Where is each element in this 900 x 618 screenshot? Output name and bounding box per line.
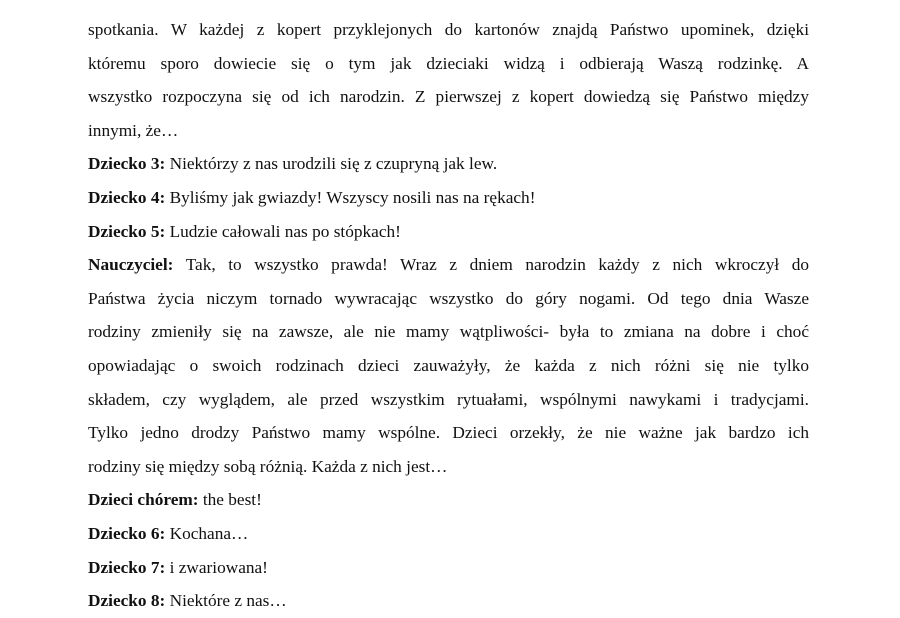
dialogue-text: Niektórzy z nas urodzili się z czupryną jak lew.	[165, 154, 498, 174]
text-line: innymi, że…	[88, 120, 179, 140]
speaker: Nauczyciel:	[88, 255, 174, 275]
text-line: któremu sporo dowiecie się o tym jak dzieciaki widzą i odbierają Waszą rodzinkę. A	[88, 53, 809, 73]
text-line: Państwa życia niczym tornado wywracając wszystko do góry nogami. Od tego dnia Wasze	[88, 288, 809, 308]
dialogue-text: the best!	[198, 490, 262, 510]
speaker: Dziecko 3:	[88, 154, 166, 174]
speaker: Dziecko 8:	[88, 591, 166, 611]
dialogue-line	[88, 584, 809, 618]
dialogue-text: i zwariowana!	[165, 557, 268, 577]
dialogue-text: Byliśmy jak gwiazdy! Wszyscy nosili nas na rękach!	[165, 187, 536, 207]
document-page	[88, 13, 809, 618]
dialogue-text: Tak, to wszystko prawda! Wraz z dniem narodzin każdy z nich wkroczył do	[173, 255, 809, 275]
text-line: opowiadając o swoich rodzinach dzieci zauważyły, że każda z nich różni się nie tylko	[88, 355, 809, 375]
dialogue-line	[88, 483, 809, 517]
dialogue-line	[88, 551, 809, 585]
speaker: Dziecko 6:	[88, 523, 166, 543]
dialogue-line	[88, 248, 809, 282]
dialogue-line	[88, 215, 809, 249]
text-line: wszystko rozpoczyna się od ich narodzin. Z pierwszej z kopert dowiedzą się Państwo między	[88, 87, 809, 107]
dialogue-line	[88, 147, 809, 181]
text-line: Tylko jedno drodzy Państwo mamy wspólne. Dzieci orzekły, że nie ważne jak bardzo ich	[88, 423, 809, 443]
speaker: Dziecko 5:	[88, 221, 166, 241]
text-line: rodziny się między sobą różnią. Każda z nich jest…	[88, 456, 448, 476]
speaker: Dziecko 4:	[88, 187, 166, 207]
speaker: Dzieci chórem:	[88, 490, 199, 510]
dialogue-text: Niektóre z nas…	[165, 591, 287, 611]
text-line: składem, czy wyglądem, ale przed wszystkim rytuałami, wspólnymi nawykami i tradycjami.	[88, 389, 809, 409]
dialogue-text: Ludzie całowali nas po stópkach!	[165, 221, 401, 241]
speaker: Dziecko 7:	[88, 557, 166, 577]
text-line: spotkania. W każdej z kopert przyklejonych do kartonów znajdą Państwo upominek, dzięki	[88, 20, 809, 39]
dialogue-line	[88, 517, 809, 551]
dialogue-text: Kochana…	[165, 523, 249, 543]
text-line: rodziny zmieniły się na zawsze, ale nie mamy wątpliwości- była to zmiana na dobre i choć	[88, 322, 809, 342]
dialogue-line	[88, 181, 809, 215]
